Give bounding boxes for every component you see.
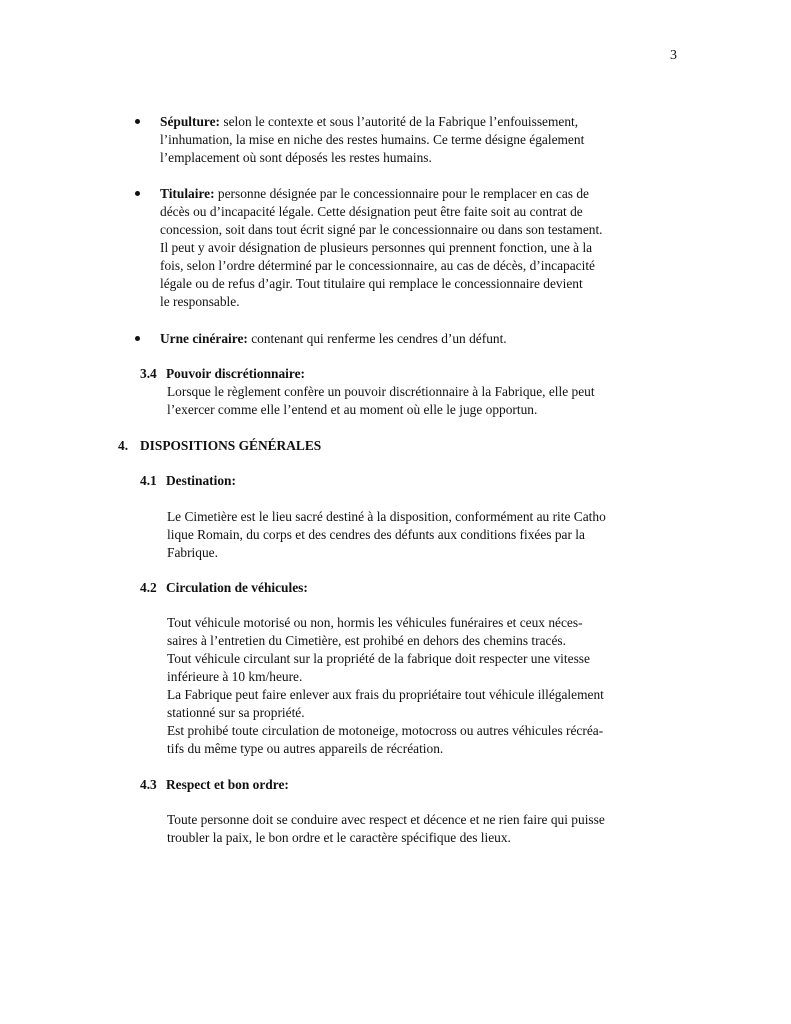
body-line: inférieure à 10 km/heure.: [167, 669, 303, 684]
body-line: Toute personne doit se conduire avec respect et décence et ne rien faire qui puisse: [167, 812, 605, 827]
subsection-title: Destination:: [166, 473, 236, 488]
definition-sepulture: [160, 113, 660, 167]
definition-text: personne désignée par le concessionnaire pour le remplacer en cas de: [214, 186, 589, 201]
definition-first-line: [160, 113, 660, 131]
subsection-title: Respect et bon ordre:: [166, 777, 289, 792]
definition-term: Urne cinéraire:: [160, 331, 248, 346]
subsection-title: Pouvoir discrétionnaire:: [166, 366, 305, 381]
subsection-number: 4.1: [140, 473, 157, 488]
definition-line: décès ou d’incapacité légale. Cette désignation peut être faite soit au contrat de: [160, 204, 583, 219]
definition-line: le responsable.: [160, 294, 240, 309]
body-line: Tout véhicule circulant sur la propriété de la fabrique doit respecter une vitesse: [167, 651, 590, 666]
subsection-number: 4.3: [140, 777, 157, 792]
subsection-4-3-body: [167, 811, 687, 847]
definition-line: fois, selon l’ordre déterminé par le concessionnaire, au cas de décès, d’incapacité: [160, 258, 595, 273]
section-number: 4.: [118, 438, 129, 453]
body-line: stationné sur sa propriété.: [167, 705, 305, 720]
definition-term: Titulaire:: [160, 186, 215, 201]
body-line: Lorsque le règlement confère un pouvoir discrétionnaire à la Fabrique, elle peut: [167, 384, 595, 399]
body-line: troubler la paix, le bon ordre et le caractère spécifique des lieux.: [167, 830, 511, 845]
subsection-4-2-heading: [140, 579, 308, 597]
body-line: l’exercer comme elle l’entend et au moment où elle le juge opportun.: [167, 402, 538, 417]
body-line: La Fabrique peut faire enlever aux frais du propriétaire tout véhicule illégalement: [167, 687, 604, 702]
subsection-3-4-body: [167, 383, 687, 419]
definition-urne-cineraire: [160, 330, 660, 348]
subsection-3-4-heading: [140, 365, 305, 383]
definition-text: contenant qui renferme les cendres d’un défunt.: [247, 331, 507, 346]
page-number: 3: [670, 48, 677, 63]
body-line: Tout véhicule motorisé ou non, hormis les véhicules funéraires et ceux néces-: [167, 615, 583, 630]
subsection-number: 4.2: [140, 580, 157, 595]
bullet-icon: [135, 191, 140, 196]
body-line: Le Cimetière est le lieu sacré destiné à la disposition, conformément au rite Catho: [167, 509, 606, 524]
subsection-4-3-heading: [140, 776, 289, 794]
definition-term: Sépulture:: [160, 114, 221, 129]
body-line: lique Romain, du corps et des cendres des défunts aux conditions fixées par la: [167, 527, 585, 542]
definition-line: légale ou de refus d’agir. Tout titulaire qui remplace le concessionnaire devient: [160, 276, 583, 291]
body-line: tifs du même type ou autres appareils de récréation.: [167, 741, 444, 756]
subsection-4-1-heading: [140, 472, 236, 490]
subsection-4-2-body: [167, 614, 687, 758]
body-line: Fabrique.: [167, 545, 218, 560]
body-line: Est prohibé toute circulation de motoneige, motocross ou autres véhicules récréa-: [167, 723, 604, 738]
bullet-icon: [135, 119, 140, 124]
definition-line: l’emplacement où sont déposés les restes humains.: [160, 150, 432, 165]
subsection-number: 3.4: [140, 366, 157, 381]
definition-line: Il peut y avoir désignation de plusieurs personnes qui prennent fonction, une à la: [160, 240, 593, 255]
definition-text: selon le contexte et sous l’autorité de la Fabrique l’enfouissement,: [220, 114, 579, 129]
subsection-4-1-body: [167, 508, 687, 562]
subsection-title: Circulation de véhicules:: [166, 580, 308, 595]
definition-first-line: [160, 330, 660, 348]
body-line: saires à l’entretien du Cimetière, est prohibé en dehors des chemins tracés.: [167, 633, 566, 648]
definition-titulaire: [160, 185, 660, 311]
definition-line: concession, soit dans tout écrit signé par le concessionnaire ou dans son testament.: [160, 222, 603, 237]
section-title: DISPOSITIONS GÉNÉRALES: [140, 438, 322, 453]
bullet-icon: [135, 336, 140, 341]
section-4-heading: [118, 437, 321, 455]
definition-first-line: [160, 185, 660, 203]
definition-line: l’inhumation, la mise en niche des restes humains. Ce terme désigne également: [160, 132, 585, 147]
